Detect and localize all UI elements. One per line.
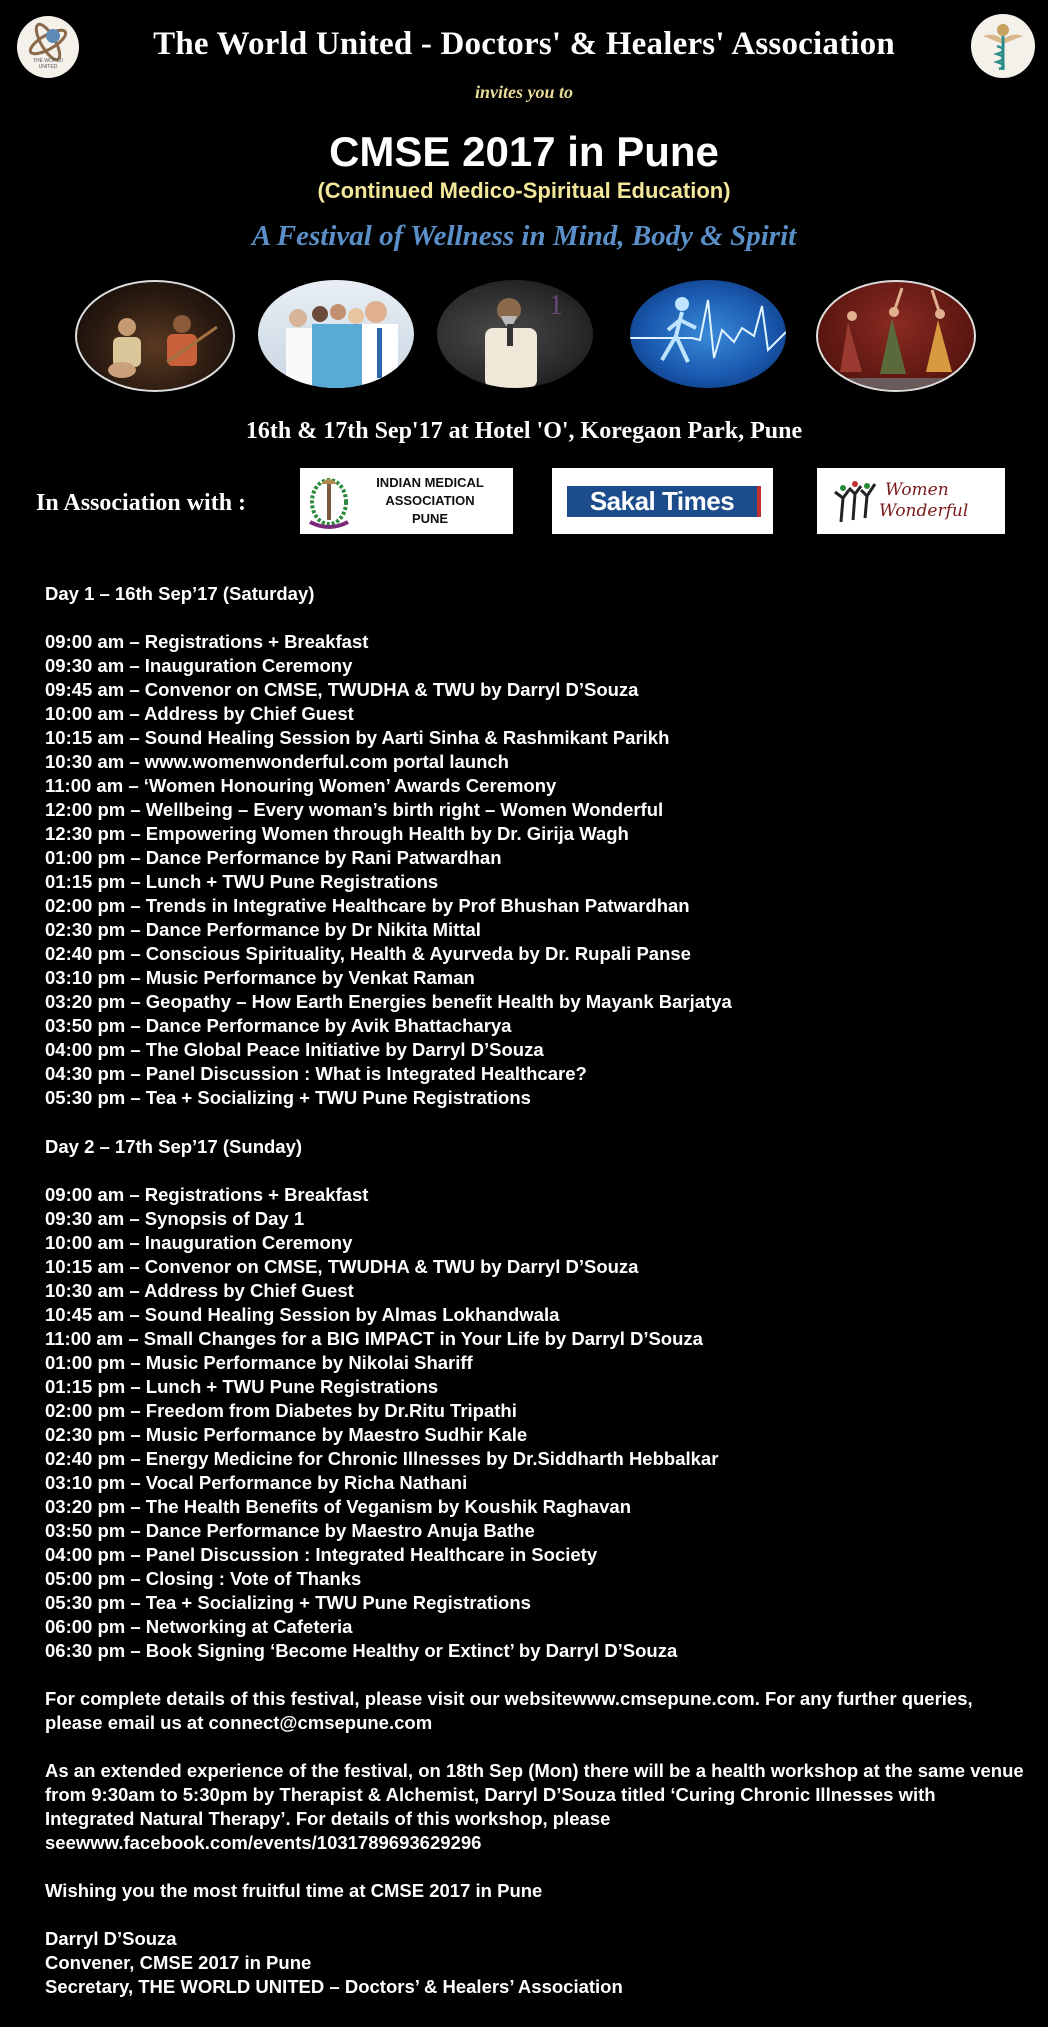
schedule-item: 02:40 pm – Energy Medicine for Chronic Illnesses by Dr.Siddharth Hebbalkar xyxy=(45,1448,719,1469)
day2-items xyxy=(45,1183,718,1663)
schedule-item: 10:00 am – Inauguration Ceremony xyxy=(45,1232,353,1253)
schedule-item: 04:00 pm – The Global Peace Initiative by Darryl D’Souza xyxy=(45,1039,544,1060)
ima-line-3: PUNE xyxy=(411,511,449,526)
schedule-item: 05:30 pm – Tea + Socializing + TWU Pune Registrations xyxy=(45,1087,531,1108)
schedule-item: 10:30 am – Address by Chief Guest xyxy=(45,1280,354,1301)
signature-name: Darryl D’Souza xyxy=(45,1928,177,1949)
schedule-item: 10:00 am – Address by Chief Guest xyxy=(45,703,354,724)
ww-line-1: Women xyxy=(885,480,949,500)
schedule-item: 01:00 pm – Music Performance by Nikolai Shariff xyxy=(45,1352,473,1373)
logo-text: THE WORLD UNITED xyxy=(33,58,63,70)
schedule-item: 06:00 pm – Networking at Cafeteria xyxy=(45,1616,353,1637)
signature-block xyxy=(45,1927,1030,1999)
workshop-paragraph: As an extended experience of the festival, on 18th Sep (Mon) there will be a health workshop at the same venue from 9:30am to 5:30pm by Therapist & Alchemist, Darryl D’Souza titled ‘Curing Chronic Illnesses with Integrated Natural Therapy’. For details of this workshop, please seewww.facebook.com/events/1031789693629296 xyxy=(45,1760,1024,1853)
schedule-item: 02:30 pm – Dance Performance by Dr Nikita Mittal xyxy=(45,919,481,940)
schedule-item: 10:15 am – Convenor on CMSE, TWUDHA & TWU by Darryl D’Souza xyxy=(45,1256,639,1277)
association-label: In Association with : xyxy=(36,490,247,516)
schedule-item: 12:30 pm – Empowering Women through Health by Dr. Girija Wagh xyxy=(45,823,629,844)
speaker-photo xyxy=(437,280,593,388)
runner-heartbeat-photo xyxy=(630,280,786,388)
event-subtitle: (Continued Medico-Spiritual Education) xyxy=(317,178,731,203)
signature-role-convener: Convener, CMSE 2017 in Pune xyxy=(45,1952,312,1973)
wishing-text: Wishing you the most fruitful time at CMSE 2017 in Pune xyxy=(45,1880,543,1901)
schedule-item: 09:30 am – Inauguration Ceremony xyxy=(45,655,353,676)
details-paragraph: For complete details of this festival, please visit our websitewww.cmsepune.com. For any further queries, please email us at connect@cmsepune.com xyxy=(45,1688,973,1733)
svg-text:1: 1 xyxy=(549,290,563,321)
schedule-item: 10:30 am – www.womenwonderful.com portal launch xyxy=(45,751,509,772)
schedule-item: 03:20 pm – Geopathy – How Earth Energies benefit Health by Mayank Barjatya xyxy=(45,991,732,1012)
schedule-item: 03:10 pm – Music Performance by Venkat Raman xyxy=(45,967,475,988)
schedule-item: 05:30 pm – Tea + Socializing + TWU Pune Registrations xyxy=(45,1592,531,1613)
day2-heading: Day 2 – 17th Sep’17 (Sunday) xyxy=(45,1136,303,1157)
musicians-photo xyxy=(75,280,235,392)
organization-title: The World United - Doctors' & Healers' Association xyxy=(153,26,895,62)
event-title: CMSE 2017 in Pune xyxy=(329,128,719,175)
schedule-item: 11:00 am – ‘Women Honouring Women’ Awards Ceremony xyxy=(45,775,557,796)
day1-heading: Day 1 – 16th Sep’17 (Saturday) xyxy=(45,583,315,604)
schedule-item: 01:15 pm – Lunch + TWU Pune Registrations xyxy=(45,871,439,892)
event-date-venue: 16th & 17th Sep'17 at Hotel 'O', Koregaon Park, Pune xyxy=(245,418,803,444)
ww-line-2: Wonderful xyxy=(879,501,969,521)
schedule-item: 10:15 am – Sound Healing Session by Aarti Sinha & Rashmikant Parikh xyxy=(45,727,670,748)
schedule-item: 05:00 pm – Closing : Vote of Thanks xyxy=(45,1568,362,1589)
sakal-times-wordmark: Sakal Times xyxy=(567,486,761,517)
schedule-item: 02:40 pm – Conscious Spirituality, Health & Ayurveda by Dr. Rupali Panse xyxy=(45,943,691,964)
schedule-item: 03:20 pm – The Health Benefits of Veganism by Koushik Raghavan xyxy=(45,1496,631,1517)
signature-role-secretary: Secretary, THE WORLD UNITED – Doctors’ & Healers’ Association xyxy=(45,1976,623,1997)
schedule-item: 11:00 am – Small Changes for a BIG IMPACT in Your Life by Darryl D’Souza xyxy=(45,1328,703,1349)
schedule-item: 09:00 am – Registrations + Breakfast xyxy=(45,631,369,652)
women-figures-icon xyxy=(831,476,881,526)
dancers-photo xyxy=(816,280,976,392)
schedule-item: 09:30 am – Synopsis of Day 1 xyxy=(45,1208,305,1229)
schedule-item: 09:45 am – Convenor on CMSE, TWUDHA & TWU by Darryl D’Souza xyxy=(45,679,639,700)
ima-line-2: ASSOCIATION xyxy=(385,493,475,508)
day1-items xyxy=(45,630,732,1110)
sponsor-ima-pune xyxy=(300,468,513,534)
sponsor-women-wonderful xyxy=(817,468,1005,534)
schedule-item: 02:30 pm – Music Performance by Maestro Sudhir Kale xyxy=(45,1424,528,1445)
ima-line-1: INDIAN MEDICAL xyxy=(376,475,484,490)
schedule-item: 03:50 pm – Dance Performance by Maestro Anuja Bathe xyxy=(45,1520,535,1541)
schedule-item: 01:00 pm – Dance Performance by Rani Patwardhan xyxy=(45,847,502,868)
sponsor-sakal-times xyxy=(552,468,773,534)
invites-text: invites you to xyxy=(475,82,573,102)
schedule-item: 09:00 am – Registrations + Breakfast xyxy=(45,1184,369,1205)
schedule-item: 10:45 am – Sound Healing Session by Almas Lokhandwala xyxy=(45,1304,560,1325)
schedule-item: 03:50 pm – Dance Performance by Avik Bhattacharya xyxy=(45,1015,512,1036)
schedule-item: 06:30 pm – Book Signing ‘Become Healthy or Extinct’ by Darryl D’Souza xyxy=(45,1640,678,1661)
schedule-item: 03:10 pm – Vocal Performance by Richa Nathani xyxy=(45,1472,468,1493)
ima-emblem-icon xyxy=(306,472,352,530)
day1-schedule xyxy=(45,582,732,1110)
schedule-item: 04:00 pm – Panel Discussion : Integrated Healthcare in Society xyxy=(45,1544,598,1565)
schedule-item: 01:15 pm – Lunch + TWU Pune Registrations xyxy=(45,1376,439,1397)
event-tagline: A Festival of Wellness in Mind, Body & Spirit xyxy=(251,220,797,252)
schedule-item: 12:00 pm – Wellbeing – Every woman’s birth right – Women Wonderful xyxy=(45,799,664,820)
day2-schedule xyxy=(45,1135,718,1663)
schedule-item: 02:00 pm – Trends in Integrative Healthcare by Prof Bhushan Patwardhan xyxy=(45,895,690,916)
schedule-item: 04:30 pm – Panel Discussion : What is Integrated Healthcare? xyxy=(45,1063,587,1084)
schedule-item: 02:00 pm – Freedom from Diabetes by Dr.Ritu Tripathi xyxy=(45,1400,517,1421)
doctors-photo xyxy=(258,280,414,388)
